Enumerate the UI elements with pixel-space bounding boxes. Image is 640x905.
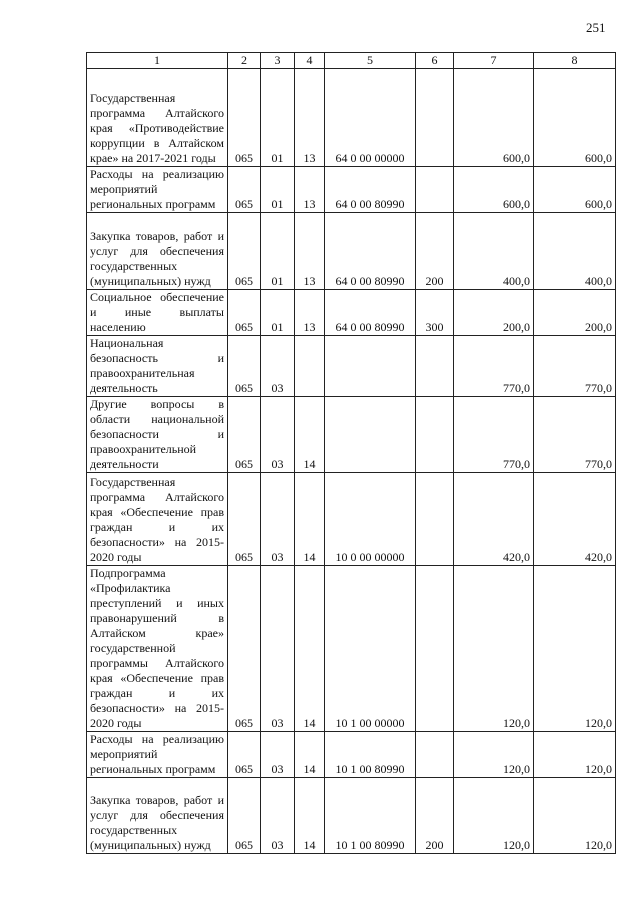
- column-header: 2: [228, 53, 261, 69]
- table-row: [87, 213, 616, 290]
- row-description: Государственная программа Алтайского края «Обеспечение прав граждан и их безопасности» на 2015-2020 годы: [87, 473, 228, 566]
- amount-col7: 770,0: [454, 336, 534, 397]
- table-row: [87, 69, 616, 167]
- row-description: Подпрограмма «Профилактика преступлений и иных правонарушений в Алтайском крае» государственной программы Алтайского края «Обеспечение прав граждан и их безопасности» на 2015-2020 годы: [87, 566, 228, 732]
- amount-col8: 120,0: [534, 566, 616, 732]
- amount-col7: 600,0: [454, 167, 534, 213]
- ministry-code: 065: [228, 213, 261, 290]
- subsection-code: 14: [295, 566, 325, 732]
- row-description: Национальная безопасность и правоохранительная деятельность: [87, 336, 228, 397]
- subsection-code: 14: [295, 397, 325, 473]
- amount-col7: 600,0: [454, 69, 534, 167]
- table-row: [87, 397, 616, 473]
- section-code: 03: [261, 732, 295, 778]
- ministry-code: 065: [228, 778, 261, 854]
- expense-type-code: [416, 732, 454, 778]
- column-header: 4: [295, 53, 325, 69]
- row-description: Расходы на реализацию мероприятий региональных программ: [87, 732, 228, 778]
- ministry-code: 065: [228, 69, 261, 167]
- expense-type-code: 200: [416, 213, 454, 290]
- subsection-code: 13: [295, 69, 325, 167]
- expense-type-code: [416, 69, 454, 167]
- subsection-code: [295, 336, 325, 397]
- page-number: 251: [586, 20, 606, 35]
- section-code: 01: [261, 213, 295, 290]
- amount-col8: 200,0: [534, 290, 616, 336]
- amount-col7: 420,0: [454, 473, 534, 566]
- target-article-code: 64 0 00 80990: [325, 213, 416, 290]
- section-code: 03: [261, 566, 295, 732]
- table-row: [87, 732, 616, 778]
- amount-col8: 120,0: [534, 732, 616, 778]
- amount-col8: 770,0: [534, 336, 616, 397]
- table-row: [87, 336, 616, 397]
- column-header: 3: [261, 53, 295, 69]
- table-row: [87, 167, 616, 213]
- column-header: 8: [534, 53, 616, 69]
- section-code: 03: [261, 473, 295, 566]
- row-description: Другие вопросы в области национальной безопасности и правоохранительной деятельности: [87, 397, 228, 473]
- table-row: [87, 566, 616, 732]
- amount-col7: 120,0: [454, 566, 534, 732]
- amount-col7: 770,0: [454, 397, 534, 473]
- amount-col8: 120,0: [534, 778, 616, 854]
- column-header: 5: [325, 53, 416, 69]
- target-article-code: 10 0 00 00000: [325, 473, 416, 566]
- target-article-code: 10 1 00 00000: [325, 566, 416, 732]
- subsection-code: 13: [295, 213, 325, 290]
- section-code: 03: [261, 336, 295, 397]
- target-article-code: 64 0 00 80990: [325, 290, 416, 336]
- expense-type-code: 200: [416, 778, 454, 854]
- target-article-code: 64 0 00 80990: [325, 167, 416, 213]
- section-code: 01: [261, 290, 295, 336]
- column-header: 7: [454, 53, 534, 69]
- table-row: [87, 473, 616, 566]
- target-article-code: [325, 336, 416, 397]
- amount-col8: 600,0: [534, 69, 616, 167]
- amount-col7: 200,0: [454, 290, 534, 336]
- expense-type-code: [416, 473, 454, 566]
- section-code: 01: [261, 69, 295, 167]
- target-article-code: 64 0 00 00000: [325, 69, 416, 167]
- column-header: 6: [416, 53, 454, 69]
- subsection-code: 13: [295, 167, 325, 213]
- amount-col8: 600,0: [534, 167, 616, 213]
- section-code: 03: [261, 778, 295, 854]
- budget-table: [86, 52, 616, 854]
- table-row: [87, 778, 616, 854]
- section-code: 01: [261, 167, 295, 213]
- ministry-code: 065: [228, 566, 261, 732]
- target-article-code: 10 1 00 80990: [325, 778, 416, 854]
- expense-type-code: [416, 566, 454, 732]
- ministry-code: 065: [228, 167, 261, 213]
- ministry-code: 065: [228, 732, 261, 778]
- row-description: Социальное обеспечение и иные выплаты населению: [87, 290, 228, 336]
- subsection-code: 14: [295, 778, 325, 854]
- expense-type-code: [416, 336, 454, 397]
- subsection-code: 14: [295, 732, 325, 778]
- amount-col7: 120,0: [454, 732, 534, 778]
- ministry-code: 065: [228, 290, 261, 336]
- ministry-code: 065: [228, 473, 261, 566]
- expense-type-code: 300: [416, 290, 454, 336]
- ministry-code: 065: [228, 397, 261, 473]
- amount-col8: 420,0: [534, 473, 616, 566]
- row-description: Государственная программа Алтайского края «Противодействие коррупции в Алтайском крае» на 2017-2021 годы: [87, 69, 228, 167]
- amount-col8: 400,0: [534, 213, 616, 290]
- target-article-code: 10 1 00 80990: [325, 732, 416, 778]
- table-header-row: [87, 53, 616, 69]
- amount-col7: 400,0: [454, 213, 534, 290]
- column-header: 1: [87, 53, 228, 69]
- target-article-code: [325, 397, 416, 473]
- ministry-code: 065: [228, 336, 261, 397]
- row-description: Закупка товаров, работ и услуг для обеспечения государственных (муниципальных) нужд: [87, 778, 228, 854]
- amount-col7: 120,0: [454, 778, 534, 854]
- expense-type-code: [416, 397, 454, 473]
- subsection-code: 14: [295, 473, 325, 566]
- row-description: Закупка товаров, работ и услуг для обеспечения государственных (муниципальных) нужд: [87, 213, 228, 290]
- section-code: 03: [261, 397, 295, 473]
- row-description: Расходы на реализацию мероприятий региональных программ: [87, 167, 228, 213]
- table-row: [87, 290, 616, 336]
- amount-col8: 770,0: [534, 397, 616, 473]
- subsection-code: 13: [295, 290, 325, 336]
- expense-type-code: [416, 167, 454, 213]
